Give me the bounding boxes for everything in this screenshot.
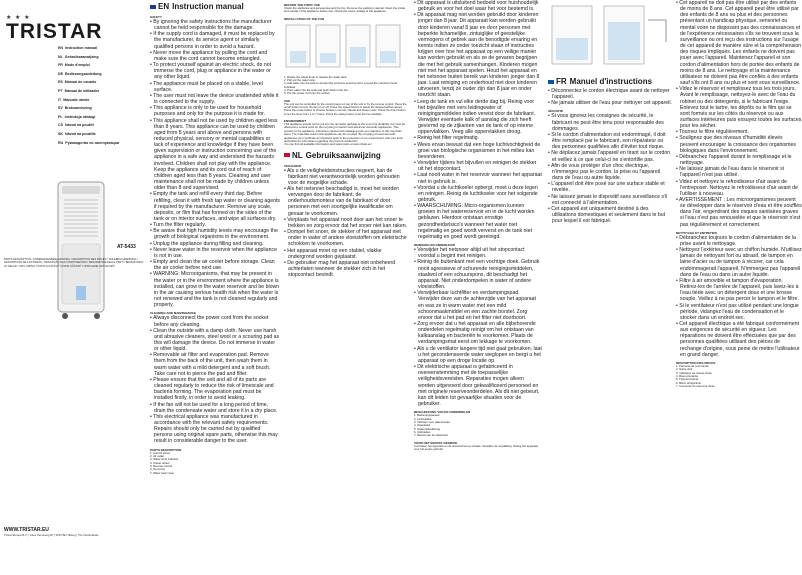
- language-entry: SK Návod na použitie: [58, 131, 96, 136]
- en-safety-heading: SAFETY: [150, 15, 162, 19]
- water-tank-diagram: [548, 2, 672, 68]
- en-install-step: 2. Pull out the water tank.: [284, 78, 316, 83]
- company-address: Tristar Europe B.V. | Jules Verneweg 87 | 5015 BH Tilburg | The Netherlands: [4, 533, 99, 537]
- fr-part-item: 4. Roue pivotante: [676, 373, 698, 378]
- language-entry: CS Návod na použití: [58, 123, 94, 128]
- en-cleaning-item: • Clean the outside with a damp cloth. Never use harsh and abrasive cleaners, steel wool or a scouring pad as this will damage the device. Do not immerse in water or other liquid.: [150, 327, 280, 353]
- fr-safety-item: • Ne déplacez jamais l'appareil en tirant sur le cordon et veillez à ce que celui-ci ne s'entortille pas.: [548, 150, 671, 163]
- fr-safety-item: • Ne laissez jamais le dispositif sans surveillance s'il est connecté à l'alimentation.: [548, 193, 668, 206]
- en-before-heading: BEFORE THE FIRST USE: [284, 3, 320, 7]
- nl-cleaning-heading: REINIGING EN ONDERHOUD: [414, 243, 456, 248]
- en-parts-heading: PARTS DESCRIPTION: [150, 447, 182, 452]
- brand-logo: [6, 14, 146, 43]
- nl-safety-item: • Dit apparaat mag niet worden gebruikt door kinderen jonger dan 8 jaar. Dit apparaat kan worden gebruikt door kinderen vanaf 8 jaar en door personen met beperkte lichamelijke, zintuiglijke of geestelijke vermogens of gebrek aan de benodigde ervaring en kennis indien ze onder toezicht staan of instructies krijgen over hoe het apparaat op een veilige manier kan worden gebruikt en als ze de gevaren begrijpen die met het gebruik samenhangen. Kinderen mogen niet met het apparaat spelen. Houd het apparaat en het netsnoer buiten bereik van kinderen jonger dan 8 jaar. Laat reiniging en onderhoud niet door kinderen uitvoeren, tenzij ze ouder zijn dan 8 jaar en onder toezicht staan.: [414, 12, 540, 99]
- nl-safety-item: • Dit apparaat is uitsluitend bedoeld voor huishoudelijk gebruik en voor het doel waar het voor bestemd is.: [414, 0, 539, 13]
- en-environment-text-2: You can find all available information and spare parts at www.tristar.eu!: [284, 142, 372, 147]
- nl-before-heading: VOOR HET EERSTE GEBRUIK: [414, 440, 458, 445]
- fr-title: FR Manuel d'instructions: [548, 77, 672, 87]
- en-part-item: 3. Water level indicator: [150, 457, 179, 462]
- fr-safety-item: • Si vous ignorez les consignes de sécurité, le fabricant ne peut être tenu pour responsable des dommages.: [548, 113, 664, 132]
- fr-safety-item: • Débranchez l'appareil durant le remplissage et le nettoyage.: [676, 153, 792, 167]
- en-safety-item: • WARNING: Microorganisms, that may be present in the water or in the environment where the appliance is installed, can grow in the water reservoir and be blown in the air causing serious health risk when the water is not renewed and the tank is not cleaned regularly and properly.: [150, 271, 280, 309]
- nl-safety-item: • Laat nooit water in het reservoir wanneer het apparaat niet in gebruik is.: [414, 172, 542, 185]
- fr-intro-item: • Ne jamais utiliser de l'eau pour nettoyer cet appareil.: [548, 100, 672, 107]
- en-cleaning-item: • Always disconnect the power cord from the socket before any cleaning.: [150, 315, 269, 328]
- language-entry: PL Instrukcja obsługi: [58, 114, 96, 119]
- fr-part-item: 7. Couvercle du réservoir d'eau: [676, 383, 715, 388]
- fr-parts-heading: DESCRIPTION DES PIÈCES: [676, 360, 716, 365]
- language-entry: NL Gebruiksaanwijzing: [58, 54, 99, 59]
- nl-safety-item: • Reinig het filter regelmatig.: [414, 135, 479, 142]
- fr-safety-item: • L'appareil doit être posé sur une surface stable et nivelée.: [548, 181, 665, 194]
- fr-safety-item: • Afin de vous protéger d'un choc électrique, n'immergez pas le cordon, la prise ou l'appareil dans de l'eau ou autre liquide.: [548, 162, 661, 182]
- language-entry: SV Bruksanvisning: [58, 106, 92, 111]
- language-entry: DE Bedienungsanleitung: [58, 71, 102, 76]
- nl-part-item: 7. Deksel van de watertank: [414, 433, 448, 438]
- nl-part-item: 5. Afstandsbediening: [414, 426, 440, 431]
- nl-cleaning-item: • Zorg ervoor dat u het apparaat en alle bijbehorende onderdelen regelmatig reinigt om het ontstaan van kalkaanslag en bacteriën te voorkomen. Plaats de verdampingsmat eerst om lekkage te voorkomen.: [414, 320, 536, 346]
- nl-safety-item: • Het apparaat moet op een stabiel, vlakke ondergrond worden geplaatst.: [284, 247, 382, 260]
- nl-safety-item: • WAARSCHUWING: Micro-organismen kunnen groeien in het waterreservoir en in de lucht worden geblazen. Hierdoor ontstaan ernstige gezondheidsrisico's wanneer het water niet regelmatig en goed wordt ververst en de tank niet regelmatig en goed wordt gereinigd.: [414, 203, 535, 240]
- language-entry: ES Manual de usuario: [58, 80, 97, 85]
- en-safety-item: • By ignoring the safety instructions the manufacturer cannot be held responsible for the damage.: [150, 19, 272, 32]
- nl-cleaning-item: • Als u de ventilator langere tijd niet gaat gebruiken, laat u het gecondenseerde water weglopen en bergt u het apparaat op een droge locatie op.: [414, 345, 542, 364]
- fr-part-item: 3. Indicateur de niveau d'eau: [676, 370, 712, 375]
- language-entry: FR Mode d'emploi: [58, 63, 90, 68]
- en-title: EN Instruction manual: [150, 2, 280, 12]
- nl-part-item: 4. Zwenkwiel: [414, 423, 431, 428]
- en-cleaning-item: • If the fan will not be used for a long period of time, drain the condensate water and store it in a dry place.: [150, 401, 278, 414]
- fr-cleaning-item: • Nettoyez l'extérieur avec un chiffon humide. N'utilisez jamais de nettoyant fort ou abrasif, de tampon en laine d'acier ou de tampon à récurer, car cela endommagerait l'appareil. N'immergez pas l'appareil dans de l'eau ou dans un autre liquide.: [676, 247, 802, 278]
- brand-name: TRISTAR: [6, 20, 103, 43]
- nl-cleaning-item: • Verwijder het netsnoer altijd uit het stopcontact voordat u begint met reinigen.: [414, 247, 525, 260]
- nl-column: [414, 0, 542, 575]
- nl-safety-item: • Verwijder tijdens het bijvullen en reinigen de stekker uit het stopcontact.: [414, 160, 537, 173]
- fr-safety-item: • Ne laissez jamais de l'eau dans le réservoir si l'appareil n'est pas utilisé.: [676, 166, 785, 179]
- en-safety-item: • If the supply cord is damaged, it must be replaced by the manufacturer, its service agent or similarly qualified persons in order to avoid a hazard.: [150, 31, 275, 50]
- fr-safety-item: • Soulignez que des niveaux d'humidité élevés peuvent encourager la croissance des organismes biologiques dans l'environnement.: [676, 135, 796, 154]
- en-safety-item: • Never move the appliance by pulling the cord and make sure the cord cannot become entangled.: [150, 49, 268, 62]
- nl-safety-item: • Verplaats het apparaat nooit door aan het snoer te trekken en zorg ervoor dat het snoer niet kan raken.: [284, 216, 408, 229]
- fr-cleaning-item: • Cet appareil électrique a été fabriqué conformément aux exigences de sécurité en vigueur. Les réparations ne doivent être effectuées que par des personnes qualifiées utilisant des pièces de rechange d'origine, sous peine de mettre l'utilisateur en grand danger.: [676, 320, 800, 358]
- en-install-step: 5. Put the power cord into the socket.: [284, 91, 331, 96]
- fr-column-1: [548, 0, 672, 575]
- fr-safety-item: • Videz le réservoir et remplissez tous les trois jours. Avant le remplissage, nettoyez-le avec de l'eau du robinet ou des détergents, si le fabricant l'exige. Enlevez tout le tartre, les dépôts ou le film qui se sont formés sur les côtés du réservoir ou aux surfaces intérieures puis essuyez toutes les surfaces pour les sécher.: [676, 86, 802, 130]
- en-before-text: Check the appliance and accessories and the box. Remove the packing material. Clean the inside and outside of the appliance before use. Check the mains voltage of the appliance.: [284, 6, 406, 14]
- fr-cleaning-item: • Si le ventilateur n'est pas utilisé pendant une longue période, vidangez l'eau de condensation et le stocker dans un endroit sec.: [676, 302, 799, 321]
- fr-safety-item: • Tournez le filtre régulièrement.: [676, 129, 749, 136]
- en-environment-heading: ENVIRONMENT: [284, 119, 307, 124]
- fr-part-item: 2. Sortie d'air: [676, 367, 693, 372]
- nl-parts-heading: BESCHRIJVING VAN DE ONDERDELEN: [414, 410, 471, 415]
- nl-safety-item: • Dompel het snoer, de stekker of het apparaat niet onder in water of andere vloeistoffen om elektrische schokken te voorkomen.: [284, 229, 407, 248]
- fr-safety-item: • Si le cordon d'alimentation est endommagé, il doit être remplacé par le fabricant, son réparateur ou des personnes qualifiées afin d'éviter tout risque.: [548, 131, 666, 151]
- nl-safety-item: • Leeg de tank en vul elke derde dag bij. Reinig voor het bijvullen met vers leidingwater of reinigingsmiddelen indien vereist door de fabrikant. Verwijder eventuele kalk of aanslag die zich heeft gevormd op de zijkanten van de tank of op interne oppervlakken. Veeg alle oppervlakken droog.: [414, 98, 536, 136]
- fr-part-item: 5. Télécommande: [676, 377, 699, 382]
- en-install-step: 4. Pour water into the tank and push back in the fan.: [284, 88, 349, 93]
- language-entry: PT Manual de utilizador: [58, 88, 100, 93]
- en-safety-item: • This appliance shall not be used by children aged less than 8 years. This appliance can be used by children aged from 8 years and above and persons with reduced physical, sensory or mental capabilities or lack of experience and knowledge if they have been given supervision or instruction concerning use of the appliance in a safe way and understand the hazards involved. Children shall not play with the appliance. Keep the appliance and its cord out of reach of children aged less than 8 years. Cleaning and user maintenance shall not be made by children unless older than 8 and supervised.: [150, 117, 278, 192]
- fr-safety-heading: SÉCURITÉ: [548, 109, 564, 114]
- en-cleaning-item: • Please ensure that the unit and all of its parts are cleaned regularly to reduce the risk of limescale and bacteria forming. The evaporation pad must be installed firstly, in order to avoid leaking.: [150, 376, 274, 402]
- nl-safety-item: • Voordat u de luchtkoeler opbergt, moet u deze legen en reinigen. Reinig de luchtkoeler voor het volgende gebruik.: [414, 184, 538, 203]
- fr-part-item: 6. Blocs réfrigérants: [676, 380, 701, 385]
- fr-safety-item: • Videz et nettoyez le refroidisseur d'air avant de l'entreposer. Nettoyez le refroidisseur d'air avant de l'utiliser à nouveau.: [676, 178, 798, 197]
- language-entry: EN Instruction manual: [58, 46, 98, 50]
- nl-safety-item: • De gebruiker mag het apparaat niet onbeheerd achterlaten wanneer de stekker zich in het stopcontact bevindt.: [284, 259, 396, 279]
- brand-stars: ★ ★ ★: [6, 15, 31, 21]
- en-cleaning-heading: CLEANING AND MAINTENANCE: [150, 311, 196, 316]
- nl-safety-item: • Wees ervan bewust dat een hoge luchtvochtigheid de groei van biologische organismen in het milieu kan bevorderen.: [414, 141, 541, 160]
- en-part-item: 2. Air outlet: [150, 453, 164, 458]
- en-use-text: The unit can be controlled by the control panel on top of the unit or by the remote control. Press the on/off button to turn the fan on or off. Press the speed button to select the desired airflow speed. Press the mode button to choose between normal, natural and sleep mode. Press the timer button to set the timer from 1 to 7 hours. Press the swing button to let the fan oscillate.: [284, 101, 407, 116]
- en-part-item: 6. Ice boxes: [150, 467, 166, 472]
- nl-cleaning-item: • Reinig de buitenkant met een vochtige doek. Gebruik nooit agressieve of schurende reinigingsmiddelen, staalwol of een schuurspons, dit beschadigt het apparaat. Niet onderdompelen in water of andere vloeistoffen.: [414, 259, 540, 291]
- fr-safety-item: • Cet appareil ne doit pas être utilisé par des enfants de moins de 8 ans. Cet appareil peut être utilisé par des enfants de 8 ans ou plus et des personnes présentant un handicap physique, sensoriel ou mental voire ne disposant pas des connaissances et de l'expérience nécessaires s'ils se trouvent sous la surveillance ou ont reçu des instructions sur l'usage de cet appareil de manière sûre et la compréhension des risques impliqués. Les enfants ne doivent pas jouer avec l'appareil. Maintenez l'appareil et son cordon d'alimentation hors de portée des enfants de moins de 8 ans. Le nettoyage et la maintenance utilisateur ne doivent pas être confiés à des enfants sauf s'ils ont 8 ans ou plus et sont sous surveillance.: [676, 0, 802, 87]
- en-safety-item: • Never leave water in the reservoir when the appliance is not in use.: [150, 246, 277, 259]
- en-part-item: 7. Water tank cover: [150, 470, 175, 475]
- en-install-step: 1. Rotate the wheel knob to release the water tank.: [284, 74, 348, 79]
- nl-part-item: 3. Indicator voor waterniveau: [414, 419, 450, 424]
- language-entry: RU Руководство по эксплуатации: [58, 140, 120, 145]
- en-safety-item: • Empty the tank and refill every third day. Before refilling, clean it with fresh tap water or cleaning agents if required by the manufacturer. Remove any scale, deposits, or film that has formed on the sides of the tank or on interior surfaces, and wipe all surfaces dry.: [150, 191, 280, 222]
- en-column-1: [150, 0, 280, 575]
- en-environment-text: This appliance should not be put into the domestic garbage at the end of its durability, but must be offered at a central point for the recycling of electric and electronic domestic appliances. This symbol on the appliance, instruction manual and packaging puts your attention to this important issue. The materials used in this appliance can be recycled. By recycling of used domestic appliances you contribute an important push to the protection of our environment. Ask your local authorities for information regarding the point of recollection.: [284, 122, 406, 143]
- parts-description-languages: PARTS DESCRIPTION / ONDERDELENBESCHRIJVING / DESCRIPTION DES PIÈCES / TEILEBESCHREIBUNG / DESCRIPCIÓN DE LAS PIEZAS / DESCRIÇÃO DAS COMPONENTES / DESCRIZIONE DELLE PARTI / BESKRIVNING AV DELAR / OPIS CZĘŚCI / POPIS SOUČÁSTÍ / POPIS SÚČASTÍ / ОПИСАНИЕ ЗАПЧАСТЕЙ: [4, 258, 144, 268]
- nl-title: NL Gebruiksaanwijzing: [284, 151, 408, 161]
- en-install-step: 3. Add water into the tank to at least the minimum level but don't exceed the maximum level indicated.: [284, 81, 398, 89]
- nl-safety-item: • Als u de veiligheidsinstructies negeert, kan de fabrikant niet verantwoordelijk worden gehouden voor de mogelijke schade.: [284, 167, 400, 186]
- cover-column: [0, 0, 148, 575]
- fr-part-item: 1. Panneau de commande: [676, 363, 709, 368]
- nl-part-item: 2. Luchtuitlaat: [414, 416, 432, 421]
- fr-cleaning-heading: NETTOYAGE ET ENTRETIEN: [676, 230, 717, 235]
- en-safety-item: • Turn the filter regularly.: [150, 222, 206, 229]
- fr-safety-item: • Cet appareil est uniquement destiné à des utilisations domestiques et seulement dans le but pour lequel il est fabriqué.: [548, 205, 666, 225]
- nl-safety-heading: VEILIGHEID: [284, 163, 302, 168]
- nl-safety-item: • Als het netsnoer beschadigd is, moet het worden vervangen door de fabrikant, de onderhoudsmonteur van de fabrikant of door personen met een soortgelijke kwalificatie om gevaar te voorkomen.: [284, 186, 400, 217]
- en-part-item: 4. Caster wheel: [150, 460, 170, 465]
- language-index: [58, 44, 146, 147]
- en-safety-item: • To protect yourself against an electric shock, do not immerse the cord, plug or appliance in the water or any other liquid.: [150, 62, 272, 81]
- en-cleaning-item: • Removable air filter and evaporation pad. Remove them from the back of the unit, then wash them in warm water with a mild detergent and a soft brush. Take care not to pierce the pad and filter.: [150, 352, 271, 377]
- fr-cleaning-item: • Débranchez toujours le cordon d'alimentation de la prise avant le nettoyage.: [676, 234, 796, 247]
- fr-cleaning-item: • Filtre à air amovible et tampon d'évaporation. Retirez-les de l'arrière de l'appareil, puis lavez-les à l'eau tiède avec un détergent doux et une brosse souple. Veillez à ne pas percer le tampon et le filtre.: [676, 277, 799, 303]
- nl-cleaning-item: • Verwijderbaar luchtfilter en verdampingspad. Verwijder deze van de achterzijde van het apparaat en was ze in warm water met een mild schoonmaakmiddel en een zachte borstel. Zorg ervoor dat u het pad en het filter niet doorboort.: [414, 290, 536, 321]
- en-safety-item: • This appliance is only to be used for household purposes and only for the purpose it is made for.: [150, 105, 266, 118]
- en-use-heading: USE: [284, 98, 291, 103]
- en-safety-item: • Empty and clean the air cooler before storage. Clean the air cooler before next use.: [150, 259, 275, 272]
- nl-part-item: 6. IJsblokken: [414, 429, 431, 434]
- fr-intro-item: • Déconnectez le cordon électrique avant de nettoyer l'appareil.: [548, 88, 670, 101]
- en-part-item: 1. Control panel: [150, 450, 170, 455]
- en-part-item: 5. Remote control: [150, 464, 173, 468]
- en-install-heading: INSTALLATION OF THE FAN: [284, 16, 325, 21]
- install-diagram: [284, 23, 408, 69]
- air-cooler-illustration: [50, 178, 112, 328]
- en-safety-item: • The appliance must be placed on a stable, level surface.: [150, 80, 263, 93]
- en-cleaning-item: • This electrical appliance was manufactured in accordance with the relevant safety requirements. Repairs should only be carried out by qualified persons using original spare parts, otherwise this may result in considerable danger to the user.: [150, 413, 278, 445]
- language-entry: IT Manuale utente: [58, 97, 90, 102]
- en-column-2: [284, 0, 408, 575]
- website-link[interactable]: WWW.TRISTAR.EU: [4, 527, 49, 533]
- nl-part-item: 1. Bedieningspaneel: [414, 413, 440, 418]
- nl-before-text: Controleer het apparaat en de accessoires op schade. Verwijder de verpakking. Reinig het apparaat voor het eerste gebruik.: [414, 443, 538, 451]
- fr-safety-item: • AVERTISSEMENT : Les microorganismes peuvent se développer dans le réservoir d'eau et être soufflés dans l'air, engendrant des risques sanitaires graves si l'eau n'est pas renouvelée et que le réservoir n'est pas régulièrement et correctement.: [676, 197, 802, 228]
- en-safety-item: • The user must not leave the device unattended while it is connected to the supply.: [150, 92, 279, 106]
- footer: [4, 527, 144, 538]
- model-number: AT-5433: [117, 244, 136, 250]
- en-safety-item: • Be aware that high humidity levels may encourage the growth of biological organisms in the environment.: [150, 228, 278, 241]
- en-safety-item: • Unplug the appliance during filling and cleaning.: [150, 240, 264, 247]
- fr-column-2: [676, 0, 802, 575]
- nl-cleaning-item: • Dit elektrische apparaat is gefabriceerd in overeenstemming met de toepasselijke veiligheidsvereisten. Reparaties mogen alleen worden uitgevoerd door gekwalificeerd personeel en met originele reserveonderdelen. Als dit niet gebeurt, kan dit leiden tot gevaarlijke situaties voor de gebruiker.: [414, 364, 540, 407]
